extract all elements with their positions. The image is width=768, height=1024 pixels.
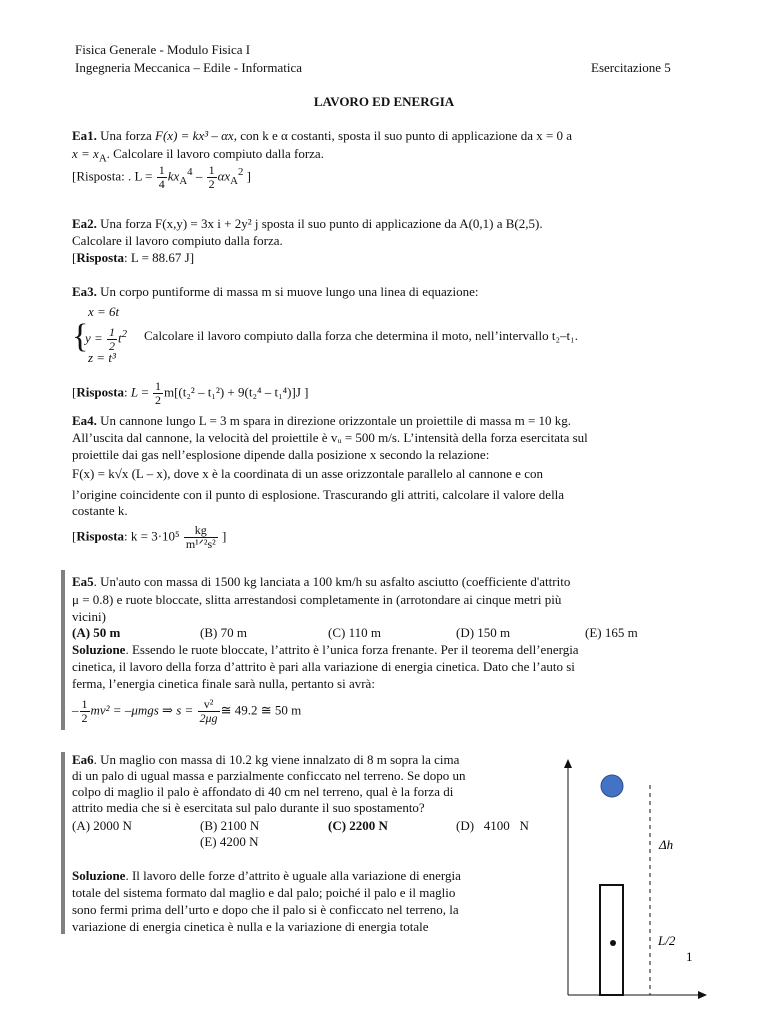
ea6-option-d: (D) 4100 N — [456, 818, 529, 833]
ea3-eq3: z = t³ — [88, 350, 116, 365]
ea5-text: . Un'auto con massa di 1500 kg lanciata a 100 km/h su asfalto asciutto (coefficiente d'attrito — [93, 574, 571, 589]
ea5-line1 — [72, 574, 570, 590]
ea5-line3: vicini) — [72, 609, 106, 624]
ea2-label: Ea2. — [72, 216, 97, 231]
ea3-line1 — [72, 284, 479, 300]
ea1-text-a: Una forza — [100, 128, 156, 143]
ea5-options — [0, 625, 768, 641]
ea5-solution-line2: cinetica, il lavoro della forza d’attrito è pari alla variazione di energia cinetica. Dato che l’auto si — [72, 659, 575, 674]
ea6-solution — [72, 867, 550, 935]
ea1-formula: F(x) = kx³ – αx — [155, 128, 234, 143]
ea3-question: Calcolare il lavoro compiuto dalla forza che determina il moto, nell’intervallo t₂–t₁. — [144, 328, 578, 343]
ea5-label: Ea5 — [72, 574, 94, 589]
ea4-line6: costante k. — [72, 503, 128, 518]
ea4-line2: All’uscita dal cannone, la velocità del proiettile è vᵤ = 500 m/s. L’intensità della forza esercitata sul — [72, 430, 588, 445]
ea3-eq1: x = 6t — [88, 304, 120, 319]
ea6-solution-label: Soluzione — [72, 868, 126, 883]
ea4-answer-label: Risposta — [76, 528, 125, 544]
ea1-xa: x = x — [72, 146, 99, 161]
ea1-task: . Calcolare il lavoro compiuto dalla forza. — [106, 146, 324, 161]
ea3-answer-label: Risposta — [76, 384, 125, 400]
ea4-unit-den: m¹ᐟ²s² — [185, 537, 216, 551]
figure-l2-label: L/2 — [658, 933, 676, 948]
ea6-option-b: (B) 2100 N — [200, 818, 260, 833]
ea5-solution-line3: ferma, l’energia cinetica finale sarà nulla, pertanto si avrà: — [72, 676, 375, 691]
ea1-answer: [Risposta: . L = $\frac{1}{4}$ $kx_A^4$ – $\frac{1}{2}$ $\alpha x_A^2$ ] — [72, 163, 251, 191]
ea5-equation: – $\frac{1}{2}$ mv² = –μmgs ⇒ s = $\frac{\text{v²}}{2\mu g}$ ≅ 49.2 ≅ 50 m — [72, 697, 302, 725]
figure-horizontal-arrowhead — [698, 991, 707, 999]
header-degree: Ingegneria Meccanica – Edile - Informatica — [75, 60, 303, 75]
ea4-answer: [Risposta: k = 3·10⁵ $\frac{kg}{\text{m¹ᐟ²s²}}$ ] — [72, 523, 227, 551]
ea4-label: Ea4. — [72, 413, 97, 428]
ea3-answer-fraction: $\frac{1}{2}$ — [154, 379, 161, 407]
ea5-solution-line1 — [72, 642, 579, 658]
ea6-option-c: (C) 2200 N — [328, 818, 388, 833]
ea6-solution-line3: sono fermi prima dell’urto e dopo che il palo si è conficcato nel terreno, la — [72, 902, 459, 917]
ea1-fraction-quarter: $\frac{1}{4}$ — [158, 163, 165, 191]
ea2-answer: [Risposta: L = 88.67 J] — [72, 250, 195, 265]
ea3-text: Un corpo puntiforme di massa m si muove lungo una linea di equazione: — [100, 284, 479, 299]
ea2-line2: Calcolare il lavoro compiuto dalla forza. — [72, 233, 283, 248]
ea5-option-c: (C) 110 m — [328, 625, 381, 640]
ea1-label: Ea1. — [72, 128, 97, 143]
ea4-unit-num: kg — [184, 524, 218, 538]
ea5-option-d: (D) 150 m — [456, 625, 511, 640]
ea6-option-e: (E) 4200 N — [200, 834, 259, 849]
ea1-answer-suffix: ] — [246, 168, 251, 184]
figure-pile — [600, 885, 623, 995]
ea6-solution-text1: . Il lavoro delle forze d’attrito è uguale alla variazione di energia — [125, 868, 461, 883]
ea6-option-a: (A) 2000 N — [72, 818, 132, 833]
page-number: 1 — [686, 949, 693, 964]
ea6-line2: di un palo di ugual massa e parzialmente conficcato nel terreno. Se dopo un — [72, 768, 466, 783]
ea6-solution-line2: totale del sistema formato dal maglio e dal palo; poiché il palo e il maglio — [72, 885, 456, 900]
ea5-eq-half: $\frac{1}{2}$ — [81, 697, 88, 725]
ea3-label: Ea3. — [72, 284, 97, 299]
ea5-sidebar-bar — [61, 570, 65, 730]
figure-dh-label: Δh — [659, 837, 674, 852]
ea3-eq2: y = $\frac{1}{2}$ $t^2$ — [85, 325, 128, 353]
ea3-answer-value: m[(t₂² – t₁²) + 9(t₂⁴ – t₁⁴)]J ] — [163, 384, 309, 400]
ea5-option-e: (E) 165 m — [585, 625, 638, 640]
ea3-fraction-half: $\frac{1}{2}$ — [109, 325, 116, 353]
ea6-figure — [555, 755, 715, 1005]
ea4-line4: F(x) = k√x (L – x), dove x è la coordinata di un asse orizzontale parallelo al cannone e con — [72, 466, 543, 481]
ea4-text: Un cannone lungo L = 3 m spara in direzione orizzontale un proiettile di massa m = 10 kg. — [100, 413, 572, 428]
ea5-option-b: (B) 70 m — [200, 625, 247, 640]
ea1-xa-sub: A — [98, 152, 107, 165]
ea2-answer-label: Risposta — [76, 250, 125, 265]
ea3-brace: { — [72, 318, 89, 355]
ea5-eq-tail: ≅ 49.2 ≅ 50 m — [220, 702, 302, 718]
ea4-answer-end: ] — [221, 528, 227, 544]
ea1-line1 — [72, 128, 572, 144]
ea4-line3: proiettile dai gas nell’esplosione dipende dalla posizione x secondo la relazione: — [72, 447, 490, 462]
ea6-line1 — [72, 752, 550, 768]
ea6-solution-line1 — [72, 867, 550, 884]
ea1-text-b: , con k e α costanti, sposta il suo punto di applicazione da x = 0 a — [233, 128, 573, 143]
ea1-answer-prefix: [Risposta: . L = — [72, 168, 153, 184]
ea6-label: Ea6 — [72, 752, 94, 767]
ea5-eq-main: mv² = –μmgs ⇒ s = — [90, 702, 194, 718]
ea2-answer-value: : L = 88.67 J] — [124, 250, 195, 265]
ea5-line2: μ = 0.8) e ruote bloccate, slitta arrestandosi completamente in (arrotondare ai cinque metri più — [72, 592, 562, 607]
ea4-unit-fraction — [184, 524, 218, 551]
header-exercise-number: Esercitazione 5 — [591, 60, 671, 75]
ea6-line3: colpo di maglio il palo è affondato di 40 cm nel terreno, qual è la forza di — [72, 784, 454, 799]
ea2-text: Una forza F(x,y) = 3x i + 2y² j sposta il suo punto di applicazione da A(0,1) a B(2,5). — [100, 216, 543, 231]
ea4-line5: l’origine coincidente con il punto di esplosione. Trascurando gli attriti, calcolare il valore della — [72, 487, 565, 502]
ea4-answer-value: : k = 3·10⁵ — [124, 528, 180, 544]
ea2-line1 — [72, 216, 543, 232]
ea5-solution-text1: . Essendo le ruote bloccate, l’attrito è l’unica forza frenante. Per il teorema dell’energia — [125, 642, 579, 657]
ea3-answer: [Risposta: L = $\frac{1}{2}$ m[(t₂² – t₁²) + 9(t₂⁴ – t₁⁴)]J ] — [72, 379, 309, 407]
ea5-solution-label: Soluzione — [72, 642, 126, 657]
ea6-solution-line4: variazione di energia cinetica è nulla e la variazione di energia totale — [72, 919, 429, 934]
ea6-options — [0, 818, 560, 852]
ea6-question — [72, 752, 550, 816]
ea5-option-a: (A) 50 m — [72, 625, 121, 640]
ea6-line1-text: . Un maglio con massa di 10.2 kg viene innalzato di 8 m sopra la cima — [93, 752, 460, 767]
page-title: LAVORO ED ENERGIA — [313, 94, 455, 109]
ea3-eq2-lhs: y = — [85, 330, 103, 346]
figure-vertical-arrowhead — [564, 759, 572, 768]
ea4-line1 — [72, 413, 571, 429]
header-course: Fisica Generale - Modulo Fisica I — [75, 42, 251, 57]
figure-hammer-ball — [601, 775, 623, 797]
figure-pile-center — [610, 940, 616, 946]
ea5-eq-fraction: $\frac{\text{v²}}{2\mu g}$ — [199, 697, 218, 725]
ea6-line4: attrito media che si è esercitata sul palo durante il suo spostamento? — [72, 800, 425, 815]
ea1-fraction-half: $\frac{1}{2}$ — [208, 163, 215, 191]
